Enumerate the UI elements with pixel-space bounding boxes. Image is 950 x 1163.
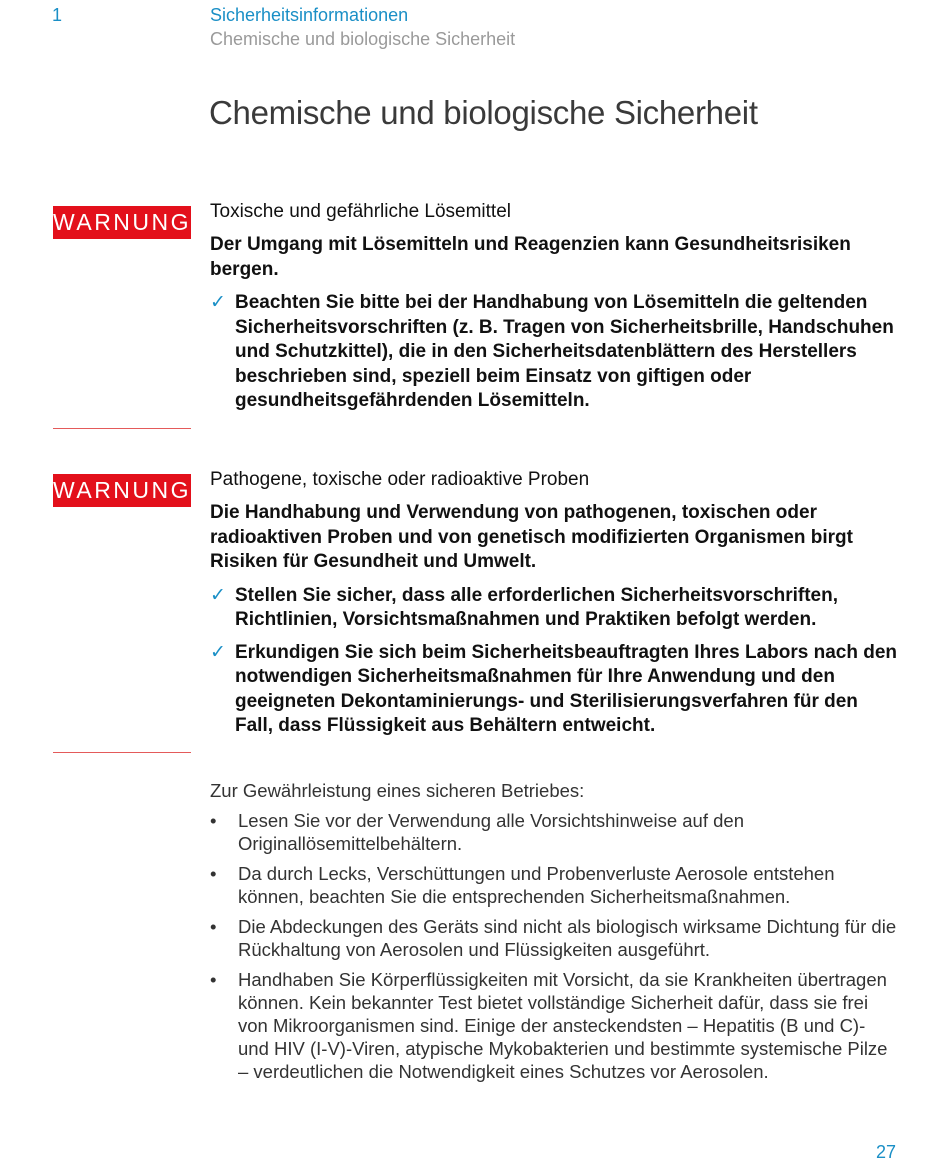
bullet-icon: • xyxy=(210,863,217,884)
list-item-text: Lesen Sie vor der Verwendung alle Vorsichtshinweise auf den Originallösemittelbehältern. xyxy=(238,810,744,854)
list-item xyxy=(210,968,900,1083)
chapter-title: Sicherheitsinformationen xyxy=(210,5,409,25)
warning-badge: WARNUNG xyxy=(53,474,191,507)
list-item xyxy=(210,915,900,961)
safety-bullet-list xyxy=(210,809,900,1083)
checkmark-icon: ✓ xyxy=(210,641,226,663)
checkmark-icon: ✓ xyxy=(210,584,226,606)
checklist-item-text: Beachten Sie bitte bei der Handhabung von Lösemitteln die geltenden Sicherheitsvorschriften (z. B. Tragen von Sicherheitsbrille, Handschuhen und Schutzkittel), die in den Sicherheitsdatenblättern des Herstellers beschrieben sind, speziell beim Einsatz von giftigen oder gesundheitsgefährdenden Lösemitteln. xyxy=(235,292,894,411)
chapter-number: 1 xyxy=(52,5,63,25)
warning-divider xyxy=(53,428,191,429)
checklist-item-text: Erkundigen Sie sich beim Sicherheitsbeauftragten Ihres Labors nach den notwendigen Sicherheitsmaßnahmen für Ihre Anwendung und den geeigneten Dekontaminierungs- und Sterilisierungsverfahren für den Fall, dass Flüssigkeit aus Behältern entweicht. xyxy=(235,641,898,736)
warning-text: Der Umgang mit Lösemitteln und Reagenzien kann Gesundheitsrisiken bergen. xyxy=(210,234,851,280)
safety-intro: Zur Gewährleistung eines sicheren Betriebes: xyxy=(210,780,585,801)
bullet-icon: • xyxy=(210,916,217,937)
bullet-icon: • xyxy=(210,969,217,990)
section-title: Chemische und biologische Sicherheit xyxy=(210,29,516,49)
warning-block-solvents xyxy=(210,201,900,422)
checklist-item xyxy=(210,584,900,633)
list-item-text: Handhaben Sie Körperflüssigkeiten mit Vorsicht, da sie Krankheiten übertragen können. Kein bekannter Test bietet vollständige Sicherheit dafür, dass sie frei von Mikroorganismen sind. Einige der ansteckendsten – Hepatitis (B und C)- und HIV (I-V)-Viren, atypische Mykobakterien und bestimmte systemische Pilze – verdeutlichen die Notwendigkeit eines Schutzes vor Aerosolen. xyxy=(238,969,888,1082)
list-item-text: Da durch Lecks, Verschüttungen und Probenverluste Aerosole entstehen können, beachten Sie die entsprechenden Sicherheitsmaßnahmen. xyxy=(238,863,835,907)
warning-badge: WARNUNG xyxy=(53,206,191,239)
page-title: Chemische und biologische Sicherheit xyxy=(209,94,758,131)
bullet-icon: • xyxy=(210,810,217,831)
warning-title: Toxische und gefährliche Lösemittel xyxy=(210,201,512,222)
warning-divider xyxy=(53,752,191,753)
checklist-item-text: Stellen Sie sicher, dass alle erforderlichen Sicherheitsvorschriften, Richtlinien, Vorsichtsmaßnahmen und Praktiken befolgt werden. xyxy=(235,584,838,630)
checklist-item xyxy=(210,291,900,414)
list-item-text: Die Abdeckungen des Geräts sind nicht als biologisch wirksame Dichtung für die Rückhaltung von Aerosolen und Flüssigkeiten ausgeführt. xyxy=(238,916,897,960)
page-number: 27 xyxy=(875,1142,896,1162)
warning-text: Die Handhabung und Verwendung von pathogenen, toxischen oder radioaktiven Proben und von genetisch modifizierten Organismen birgt Risiken für Gesundheit und Umwelt. xyxy=(210,502,853,572)
checkmark-icon: ✓ xyxy=(210,292,226,313)
warning-block-pathogens xyxy=(210,469,900,747)
warning-checklist xyxy=(210,584,900,739)
warning-title: Pathogene, toxische oder radioaktive Proben xyxy=(210,469,590,490)
checklist-item xyxy=(210,641,900,739)
list-item xyxy=(210,862,900,908)
list-item xyxy=(210,809,900,855)
warning-checklist xyxy=(210,291,900,414)
safety-info xyxy=(210,779,900,1090)
